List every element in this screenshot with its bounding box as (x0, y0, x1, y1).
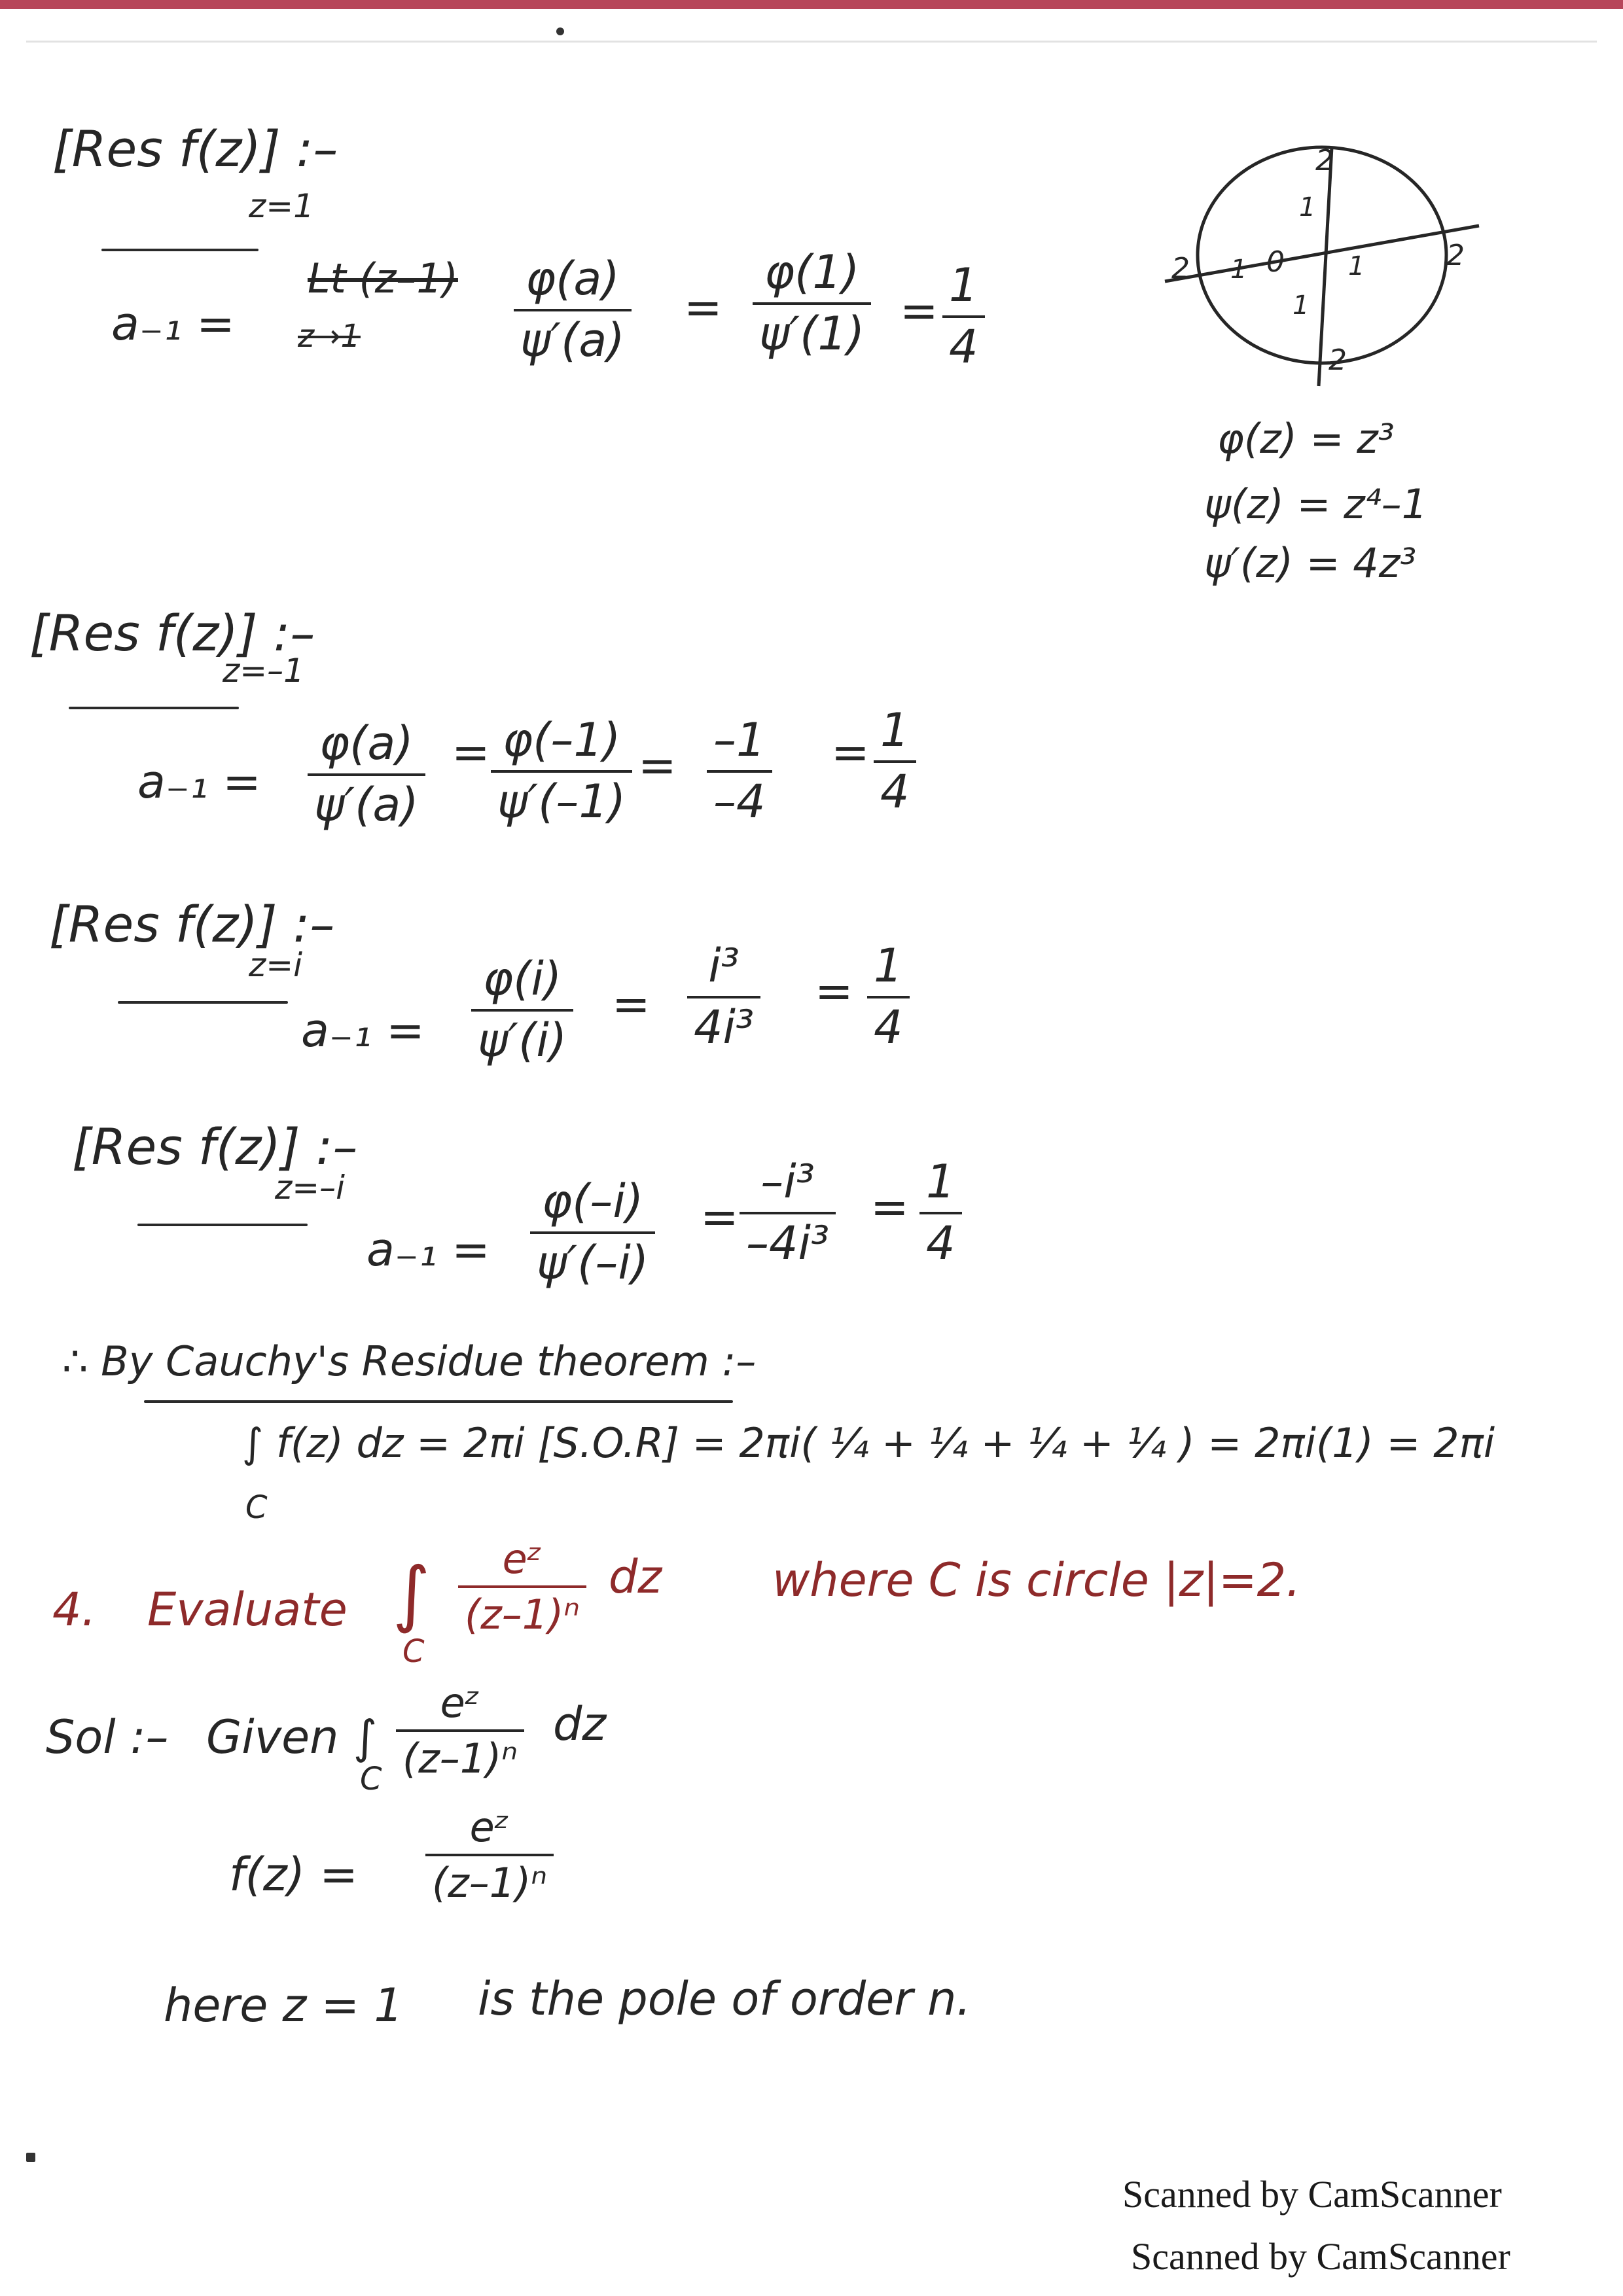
fraction-bar (530, 1231, 655, 1234)
fraction-denominator: (z–1)ⁿ (402, 1735, 518, 1783)
label-down: 1 (1293, 291, 1310, 321)
section-2-fraction-3 (707, 713, 772, 828)
fraction-numerator: 1 (949, 258, 978, 312)
contour-circle-diagram (1152, 137, 1492, 399)
fraction-bar (308, 773, 425, 776)
fraction-bar (740, 1212, 836, 1214)
label-pos-one: 1 (1348, 251, 1365, 281)
fraction-bar (425, 1854, 554, 1856)
ink-dot (556, 27, 564, 35)
solution-given: Given ∫ (206, 1710, 378, 1764)
fraction-denominator: ψ′(1) (759, 306, 865, 361)
section-4-equals: = (700, 1190, 739, 1244)
fraction-numerator: φ(a) (319, 716, 414, 770)
fraction-denominator: (z–1)ⁿ (465, 1591, 580, 1639)
fraction-bar (458, 1585, 586, 1588)
fraction-denominator: 4i³ (694, 1000, 755, 1054)
section-4-equals-2: = (870, 1180, 909, 1234)
section-4-lhs: a₋₁ = (366, 1223, 490, 1277)
fraction-denominator: –4i³ (746, 1216, 830, 1270)
fraction-numerator: φ(i) (482, 952, 562, 1006)
section-4-result (919, 1155, 962, 1270)
section-2-fraction-2 (491, 713, 632, 828)
label-up: 1 (1299, 192, 1316, 222)
scanner-watermark-2: Scanned by CamScanner (1131, 2235, 1510, 2278)
fraction-denominator: ψ′(–i) (537, 1235, 649, 1290)
label-bottom: 2 (1329, 344, 1347, 377)
section-2-lhs: a₋₁ = (137, 755, 261, 809)
fraction-bar (942, 315, 985, 318)
section-1-equals: = (684, 281, 722, 334)
section-2-equals-3: = (831, 726, 870, 779)
fraction-numerator: i³ (708, 939, 740, 993)
fraction-numerator: 1 (874, 939, 903, 993)
section-1-limit-sub: z→1 (298, 318, 361, 355)
fraction-denominator: ψ′(–1) (497, 774, 626, 828)
solution-f-lhs: f(z) = (229, 1848, 358, 1901)
real-axis (1165, 226, 1479, 281)
section-1-underline (101, 249, 259, 251)
problem-fraction (458, 1535, 586, 1639)
ink-mark (26, 2153, 35, 2162)
fraction-numerator: φ(a) (525, 252, 620, 306)
fraction-numerator: 1 (926, 1155, 955, 1209)
section-4-heading: [Res f(z)] :– (72, 1118, 358, 1176)
section-2-pole: z=–1 (223, 652, 304, 690)
section-2-heading: [Res f(z)] :– (29, 604, 315, 662)
section-1-fraction-2 (753, 245, 871, 361)
section-3-underline (118, 1001, 288, 1004)
section-2-result (874, 703, 916, 819)
problem-verb: Evaluate (147, 1583, 348, 1636)
fraction-denominator: 4 (880, 764, 910, 819)
section-1-pole: z=1 (249, 187, 314, 225)
section-3-equals: = (612, 978, 651, 1031)
label-top: 2 (1315, 144, 1334, 177)
section-3-result (867, 939, 910, 1054)
section-1-result (942, 258, 985, 374)
fraction-numerator: –1 (713, 713, 766, 767)
fraction-denominator: 4 (874, 1000, 903, 1054)
section-3-pole: z=i (249, 946, 303, 984)
fraction-numerator: eᶻ (469, 1803, 510, 1851)
fraction-denominator: 4 (949, 319, 978, 374)
label-origin: 0 (1266, 245, 1285, 279)
section-1-fraction-1 (514, 252, 632, 367)
section-1-equals-2: = (900, 284, 938, 338)
side-note-psi: ψ(z) = z⁴–1 (1204, 480, 1428, 528)
fraction-denominator: (z–1)ⁿ (432, 1859, 548, 1907)
problem-number: 4. (52, 1583, 96, 1636)
side-note-psi-prime: ψ′(z) = 4z³ (1204, 539, 1417, 587)
section-4-pole: z=–i (275, 1169, 346, 1207)
fraction-numerator: –i³ (760, 1155, 815, 1209)
label-neg-one: 1 (1230, 255, 1247, 285)
fraction-numerator: φ(–1) (502, 713, 621, 767)
cauchy-statement: ∴ By Cauchy's Residue theorem :– (62, 1337, 757, 1385)
solution-dz: dz (553, 1697, 607, 1751)
solution-contour: C (360, 1761, 382, 1797)
section-1-heading: [Res f(z)] :– (52, 120, 338, 178)
fraction-bar (919, 1212, 962, 1214)
fraction-denominator: ψ′(a) (520, 313, 625, 367)
fraction-bar (514, 309, 632, 311)
fraction-numerator: eᶻ (440, 1679, 480, 1727)
page-edge-band (0, 0, 1623, 9)
problem-integral-sign: ∫ (393, 1551, 431, 1635)
section-2-equals: = (452, 726, 490, 779)
fraction-bar (491, 770, 632, 773)
fraction-denominator: ψ′(a) (314, 777, 419, 832)
fraction-numerator: φ(–i) (541, 1174, 644, 1228)
section-2-equals-2: = (638, 739, 677, 792)
solution-label: Sol :– (46, 1710, 169, 1764)
fraction-bar (874, 760, 916, 763)
fraction-bar (396, 1729, 524, 1732)
section-3-equals-2: = (815, 964, 853, 1018)
section-4-fraction-1 (530, 1174, 655, 1290)
cauchy-underline (144, 1400, 733, 1403)
section-3-fraction-1 (471, 952, 573, 1067)
fraction-bar (687, 996, 760, 998)
fraction-denominator: –4 (713, 774, 766, 828)
solution-pole-text: is the pole of order n. (478, 1972, 971, 2026)
section-3-fraction-2 (687, 939, 760, 1054)
section-3-lhs: a₋₁ = (301, 1004, 425, 1057)
problem-condition: where C is circle |z|=2. (772, 1553, 1301, 1607)
section-1-limit: Lt (z–1) (308, 255, 458, 302)
fraction-denominator: ψ′(i) (478, 1013, 567, 1067)
solution-given-fraction (396, 1679, 524, 1783)
fraction-bar (867, 996, 910, 998)
fraction-numerator: 1 (880, 703, 910, 757)
label-right: 2 (1446, 239, 1465, 272)
section-3-heading: [Res f(z)] :– (49, 895, 335, 953)
fraction-denominator: 4 (926, 1216, 955, 1270)
fraction-numerator: φ(1) (764, 245, 860, 299)
cauchy-contour: C (245, 1489, 268, 1526)
section-4-underline (137, 1224, 308, 1226)
section-2-underline (69, 707, 239, 709)
section-2-fraction-1 (308, 716, 425, 832)
cauchy-integral: ∫ f(z) dz = 2πi [S.O.R] = 2πi( ¼ + ¼ + ¼ + ¼ ) = 2πi(1) = 2πi (242, 1419, 1495, 1467)
problem-dz: dz (609, 1550, 662, 1604)
side-note-phi: φ(z) = z³ (1217, 415, 1395, 463)
fraction-numerator: eᶻ (502, 1535, 543, 1583)
fraction-bar (707, 770, 772, 773)
section-1-lhs: a₋₁ = (111, 297, 235, 351)
top-rule (26, 41, 1597, 43)
scanner-watermark-1: Scanned by CamScanner (1122, 2173, 1502, 2216)
problem-contour: C (402, 1633, 425, 1670)
fraction-bar (471, 1009, 573, 1012)
section-4-fraction-2 (740, 1155, 836, 1270)
solution-f-fraction (425, 1803, 554, 1907)
fraction-bar (753, 302, 871, 305)
solution-here: here z = 1 (164, 1979, 403, 2032)
label-left: 2 (1171, 252, 1190, 285)
